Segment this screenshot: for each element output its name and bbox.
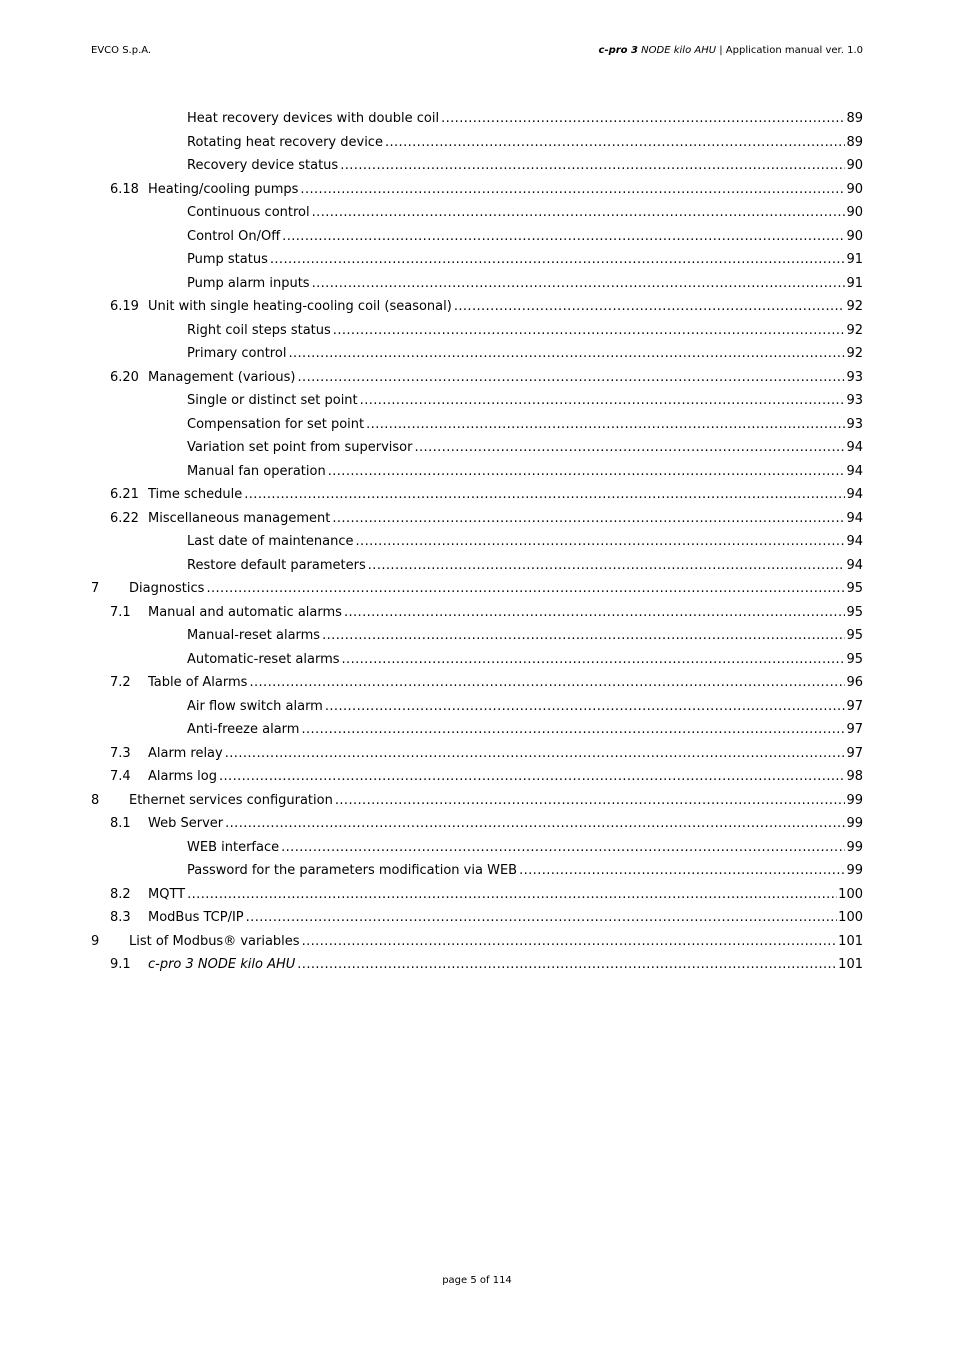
toc-entry-title: List of Modbus® variables xyxy=(129,933,300,949)
toc-dot-leader xyxy=(249,671,845,695)
toc-entry[interactable] xyxy=(91,812,863,836)
toc-entry[interactable] xyxy=(91,460,863,484)
toc-entry-title-wrap xyxy=(187,859,846,883)
page-footer: page 5 of 114 xyxy=(442,1275,512,1286)
toc-entry-title-wrap xyxy=(187,131,846,155)
toc-entry-page-number: 99 xyxy=(846,863,863,878)
toc-entry-page-number: 94 xyxy=(846,557,863,573)
toc-entry-title-wrap xyxy=(148,366,846,390)
toc-entry[interactable] xyxy=(91,671,863,695)
toc-entry-title: Automatic-reset alarms xyxy=(187,651,340,667)
toc-entry[interactable] xyxy=(91,131,863,155)
toc-dot-leader xyxy=(322,624,845,648)
toc-entry[interactable] xyxy=(91,507,863,531)
toc-entry[interactable] xyxy=(91,601,863,625)
toc-entry-title-wrap xyxy=(187,248,846,272)
toc-entry[interactable] xyxy=(91,178,863,202)
toc-entry-page-number: 95 xyxy=(846,604,863,620)
toc-entry-page-number: 96 xyxy=(846,675,863,690)
toc-entry-title: Password for the parameters modification via WEB xyxy=(187,863,518,878)
toc-dot-leader xyxy=(298,366,846,390)
toc-dot-leader xyxy=(246,906,838,930)
toc-entry-title: Web Server xyxy=(148,816,224,831)
toc-entry-title: Control On/Off xyxy=(187,228,281,244)
toc-entry-title: Table of Alarms xyxy=(148,675,248,690)
toc-entry-page-number: 91 xyxy=(846,275,863,291)
toc-dot-leader xyxy=(356,530,846,554)
toc-entry-title: Heat recovery devices with double coil xyxy=(187,111,440,126)
toc-entry-page-number: 101 xyxy=(838,933,863,949)
toc-dot-leader xyxy=(366,413,845,437)
toc-entry-title-wrap xyxy=(148,507,846,531)
toc-entry-page-number: 97 xyxy=(846,698,863,714)
toc-entry-title: Air flow switch alarm xyxy=(187,698,323,714)
toc-entry-title-wrap xyxy=(148,742,846,766)
toc-entry-number: 6.19 xyxy=(110,299,139,314)
toc-dot-leader xyxy=(328,460,846,484)
toc-entry-page-number: 101 xyxy=(838,957,863,972)
toc-entry[interactable] xyxy=(91,836,863,860)
toc-dot-leader xyxy=(187,883,837,907)
toc-entry-title-wrap xyxy=(148,671,846,695)
toc-dot-leader xyxy=(441,107,845,131)
toc-entry-title: Pump status xyxy=(187,252,268,267)
toc-entry-title: Variation set point from supervisor xyxy=(187,440,413,455)
toc-entry-title: Anti-freeze alarm xyxy=(187,722,300,737)
toc-entry-title-wrap xyxy=(148,953,838,977)
toc-dot-leader xyxy=(244,483,845,507)
toc-entry[interactable] xyxy=(91,319,863,343)
toc-dot-leader xyxy=(454,295,846,319)
toc-entry-title: Recovery device status xyxy=(187,158,339,173)
toc-dot-leader xyxy=(344,601,846,625)
toc-entry-page-number: 97 xyxy=(846,722,863,737)
toc-entry-title-wrap xyxy=(187,201,846,225)
toc-entry[interactable] xyxy=(91,389,863,413)
toc-dot-leader xyxy=(300,178,845,202)
toc-entry-title: Single or distinct set point xyxy=(187,393,358,408)
toc-entry-title: Time schedule xyxy=(148,487,243,502)
header-company: EVCO S.p.A. xyxy=(91,45,152,56)
toc-entry-number: 7.2 xyxy=(110,675,131,690)
toc-entry-page-number: 95 xyxy=(846,581,863,596)
toc-entry-number: 7.3 xyxy=(110,745,131,761)
toc-dot-leader xyxy=(312,272,846,296)
toc-entry-title-wrap xyxy=(187,836,846,860)
toc-entry-page-number: 100 xyxy=(838,910,863,925)
toc-dot-leader xyxy=(206,577,845,601)
toc-dot-leader xyxy=(333,319,846,343)
toc-entry-number: 8.2 xyxy=(110,886,131,902)
toc-entry-title: Primary control xyxy=(187,346,287,361)
toc-entry-title: WEB interface xyxy=(187,839,280,855)
toc-dot-leader xyxy=(519,859,845,883)
toc-entry-page-number: 98 xyxy=(846,769,863,784)
toc-entry-title: Restore default parameters xyxy=(187,557,366,573)
toc-entry-title: Manual and automatic alarms xyxy=(148,604,342,620)
toc-entry[interactable] xyxy=(91,648,863,672)
toc-entry-title-wrap xyxy=(187,272,846,296)
toc-entry[interactable] xyxy=(91,789,863,813)
toc-dot-leader xyxy=(282,225,845,249)
toc-dot-leader xyxy=(219,765,845,789)
toc-entry-page-number: 94 xyxy=(846,487,863,502)
toc-entry-page-number: 93 xyxy=(846,369,863,385)
toc-entry-number: 6.21 xyxy=(110,487,139,502)
toc-entry-page-number: 89 xyxy=(846,111,863,126)
toc-entry[interactable] xyxy=(91,413,863,437)
toc-dot-leader xyxy=(302,930,838,954)
toc-entry[interactable] xyxy=(91,718,863,742)
toc-entry-title-wrap xyxy=(129,930,838,954)
toc-entry-title-wrap xyxy=(187,413,846,437)
toc-dot-leader xyxy=(312,201,846,225)
toc-entry-title-wrap xyxy=(187,319,846,343)
toc-entry-title: Right coil steps status xyxy=(187,322,331,338)
table-of-contents xyxy=(91,107,863,977)
toc-entry-number: 8 xyxy=(91,792,100,808)
toc-entry[interactable] xyxy=(91,295,863,319)
toc-entry[interactable] xyxy=(91,342,863,366)
toc-entry[interactable] xyxy=(91,201,863,225)
header-product-bold: c-pro 3 xyxy=(598,45,638,56)
toc-dot-leader xyxy=(301,718,845,742)
toc-entry-page-number: 90 xyxy=(846,205,863,220)
toc-entry[interactable] xyxy=(91,742,863,766)
toc-entry-page-number: 95 xyxy=(846,628,863,643)
toc-entry-title: Diagnostics xyxy=(129,581,205,596)
toc-entry-title-wrap xyxy=(148,883,838,907)
toc-entry-number: 9 xyxy=(91,933,100,949)
toc-entry-page-number: 92 xyxy=(846,346,863,361)
toc-entry-number: 8.3 xyxy=(110,910,131,925)
toc-entry-title-wrap xyxy=(187,718,846,742)
toc-entry-title-wrap xyxy=(148,906,838,930)
toc-entry-title: Miscellaneous management xyxy=(148,510,331,526)
toc-dot-leader xyxy=(340,154,845,178)
toc-entry-title: Last date of maintenance xyxy=(187,534,354,549)
toc-entry-title-wrap xyxy=(148,812,846,836)
toc-entry-title: Pump alarm inputs xyxy=(187,275,310,291)
toc-entry-page-number: 91 xyxy=(846,252,863,267)
toc-entry-title: Compensation for set point xyxy=(187,416,365,432)
toc-entry[interactable] xyxy=(91,225,863,249)
header-document-title xyxy=(599,45,863,56)
toc-entry-title: Unit with single heating-cooling coil (seasonal) xyxy=(148,299,452,314)
toc-entry-page-number: 90 xyxy=(846,228,863,244)
toc-entry-page-number: 100 xyxy=(838,886,863,902)
toc-entry-title-wrap xyxy=(187,695,846,719)
toc-entry-title-wrap xyxy=(187,342,846,366)
toc-entry-title: Heating/cooling pumps xyxy=(148,181,299,197)
toc-entry-title-wrap xyxy=(187,107,846,131)
toc-dot-leader xyxy=(288,342,845,366)
toc-dot-leader xyxy=(342,648,846,672)
toc-dot-leader xyxy=(385,131,846,155)
toc-entry-page-number: 92 xyxy=(846,299,863,314)
toc-entry[interactable] xyxy=(91,107,863,131)
toc-entry[interactable] xyxy=(91,695,863,719)
toc-entry[interactable] xyxy=(91,906,863,930)
toc-dot-leader xyxy=(360,389,846,413)
toc-dot-leader xyxy=(335,789,846,813)
toc-entry-title-wrap xyxy=(148,178,846,202)
toc-dot-leader xyxy=(297,953,837,977)
toc-entry-page-number: 90 xyxy=(846,181,863,197)
header-product-italic: NODE kilo AHU xyxy=(638,45,717,56)
toc-entry-title-wrap xyxy=(148,483,846,507)
toc-entry-number: 6.20 xyxy=(110,369,139,385)
toc-entry[interactable] xyxy=(91,859,863,883)
toc-dot-leader xyxy=(414,436,845,460)
toc-entry-title: Alarms log xyxy=(148,769,217,784)
toc-entry[interactable] xyxy=(91,624,863,648)
toc-dot-leader xyxy=(281,836,845,860)
toc-entry-page-number: 94 xyxy=(846,510,863,526)
toc-entry-title: Management (various) xyxy=(148,369,296,385)
toc-entry-title-wrap xyxy=(187,624,846,648)
toc-entry-title-wrap xyxy=(148,295,846,319)
toc-entry[interactable] xyxy=(91,483,863,507)
toc-dot-leader xyxy=(368,554,846,578)
toc-entry-title: Ethernet services configuration xyxy=(129,792,333,808)
toc-entry[interactable] xyxy=(91,272,863,296)
toc-entry-title-wrap xyxy=(187,460,846,484)
header-manual-version: | Application manual ver. 1.0 xyxy=(716,45,863,56)
toc-dot-leader xyxy=(325,695,846,719)
toc-entry-title-wrap xyxy=(187,225,846,249)
toc-entry[interactable] xyxy=(91,366,863,390)
toc-entry-page-number: 92 xyxy=(846,322,863,338)
toc-entry-title: c-pro 3 NODE kilo AHU xyxy=(148,957,296,972)
toc-entry-page-number: 94 xyxy=(846,463,863,479)
toc-dot-leader xyxy=(225,812,845,836)
toc-entry-title-wrap xyxy=(148,765,846,789)
toc-entry[interactable] xyxy=(91,765,863,789)
toc-entry-page-number: 99 xyxy=(846,792,863,808)
toc-entry-number: 6.22 xyxy=(110,510,139,526)
toc-entry-page-number: 89 xyxy=(846,134,863,150)
toc-entry-title: Manual fan operation xyxy=(187,463,326,479)
toc-entry-number: 8.1 xyxy=(110,816,131,831)
toc-entry-page-number: 90 xyxy=(846,158,863,173)
toc-entry[interactable] xyxy=(91,554,863,578)
toc-entry-title-wrap xyxy=(129,789,846,813)
toc-entry-title-wrap xyxy=(187,554,846,578)
toc-entry-page-number: 93 xyxy=(846,393,863,408)
toc-entry-title-wrap xyxy=(187,530,846,554)
toc-entry-number: 7.4 xyxy=(110,769,131,784)
toc-entry-page-number: 95 xyxy=(846,651,863,667)
toc-entry-title: Continuous control xyxy=(187,205,310,220)
toc-entry-page-number: 97 xyxy=(846,745,863,761)
toc-entry-title: MQTT xyxy=(148,886,186,902)
toc-entry-number: 7.1 xyxy=(110,604,131,620)
toc-entry-page-number: 94 xyxy=(846,440,863,455)
toc-entry-title-wrap xyxy=(187,648,846,672)
toc-entry[interactable] xyxy=(91,930,863,954)
toc-entry-page-number: 99 xyxy=(846,839,863,855)
toc-entry-title: Manual-reset alarms xyxy=(187,628,321,643)
toc-entry-title: ModBus TCP/IP xyxy=(148,910,244,925)
toc-entry[interactable] xyxy=(91,436,863,460)
toc-entry[interactable] xyxy=(91,883,863,907)
toc-entry[interactable] xyxy=(91,530,863,554)
toc-dot-leader xyxy=(332,507,845,531)
toc-entry-title: Alarm relay xyxy=(148,745,223,761)
toc-entry[interactable] xyxy=(91,154,863,178)
toc-dot-leader xyxy=(270,248,846,272)
toc-entry[interactable] xyxy=(91,953,863,977)
toc-entry-title-wrap xyxy=(187,436,846,460)
toc-entry-title-wrap xyxy=(187,154,846,178)
toc-entry-number: 6.18 xyxy=(110,181,139,197)
toc-entry-title-wrap xyxy=(148,601,846,625)
toc-entry[interactable] xyxy=(91,248,863,272)
toc-entry-page-number: 99 xyxy=(846,816,863,831)
toc-entry-page-number: 94 xyxy=(846,534,863,549)
toc-entry-number: 9.1 xyxy=(110,957,131,972)
toc-entry[interactable] xyxy=(91,577,863,601)
toc-entry-title: Rotating heat recovery device xyxy=(187,134,383,150)
toc-entry-title-wrap xyxy=(187,389,846,413)
toc-dot-leader xyxy=(225,742,846,766)
toc-entry-title-wrap xyxy=(129,577,846,601)
toc-entry-number: 7 xyxy=(91,581,100,596)
toc-entry-page-number: 93 xyxy=(846,416,863,432)
